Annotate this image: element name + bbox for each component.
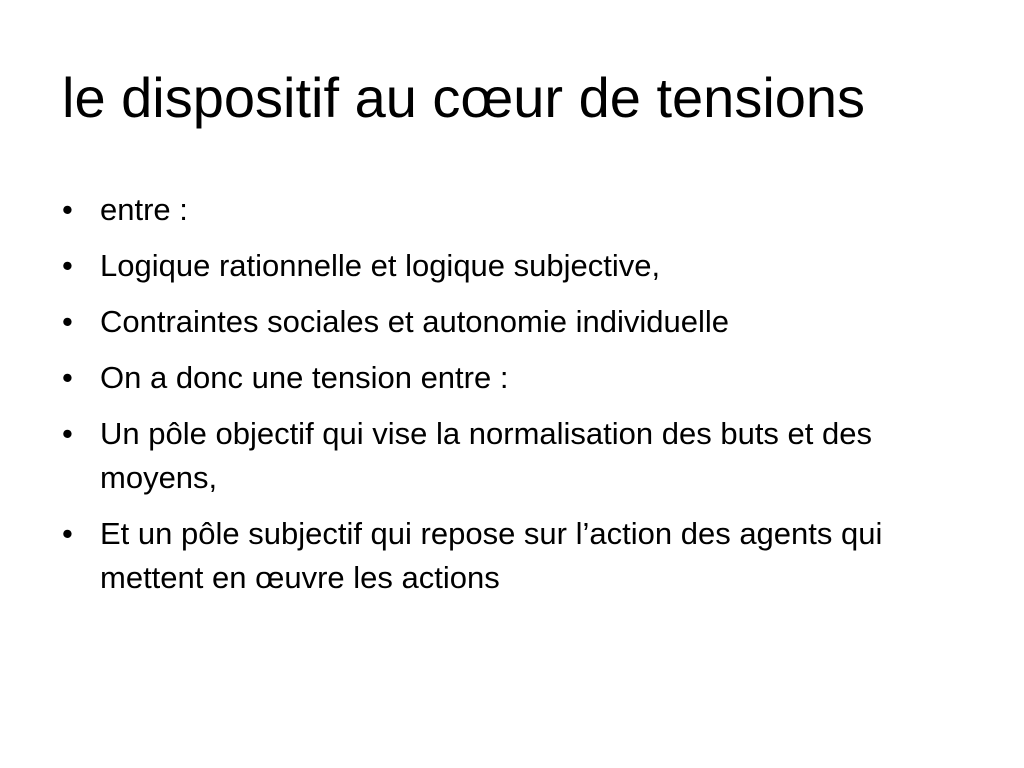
slide-title: le dispositif au cœur de tensions <box>62 66 866 129</box>
bullet-dot-icon: • <box>62 516 73 551</box>
bullet-dot-icon: • <box>62 416 73 451</box>
bullet-item <box>62 356 962 400</box>
bullet-dot-icon: • <box>62 192 73 227</box>
bullet-text: Et un pôle subjectif qui repose sur l’action des agents qui mettent en œuvre les actions <box>100 516 883 595</box>
bullet-text: Logique rationnelle et logique subjective, <box>100 248 661 283</box>
bullet-dot-icon: • <box>62 304 73 339</box>
bullet-dot-icon: • <box>62 248 73 283</box>
bullet-item <box>62 188 962 232</box>
bullet-text: entre : <box>100 192 188 227</box>
bullet-text: Contraintes sociales et autonomie individuelle <box>100 304 729 339</box>
bullet-text: On a donc une tension entre : <box>100 360 509 395</box>
bullet-item <box>62 412 962 500</box>
bullet-item <box>62 300 962 344</box>
bullet-dot-icon: • <box>62 360 73 395</box>
bullet-text: Un pôle objectif qui vise la normalisation des buts et des moyens, <box>100 416 872 495</box>
bullet-item <box>62 244 962 288</box>
bullet-item <box>62 512 962 600</box>
bullet-list <box>62 188 962 612</box>
